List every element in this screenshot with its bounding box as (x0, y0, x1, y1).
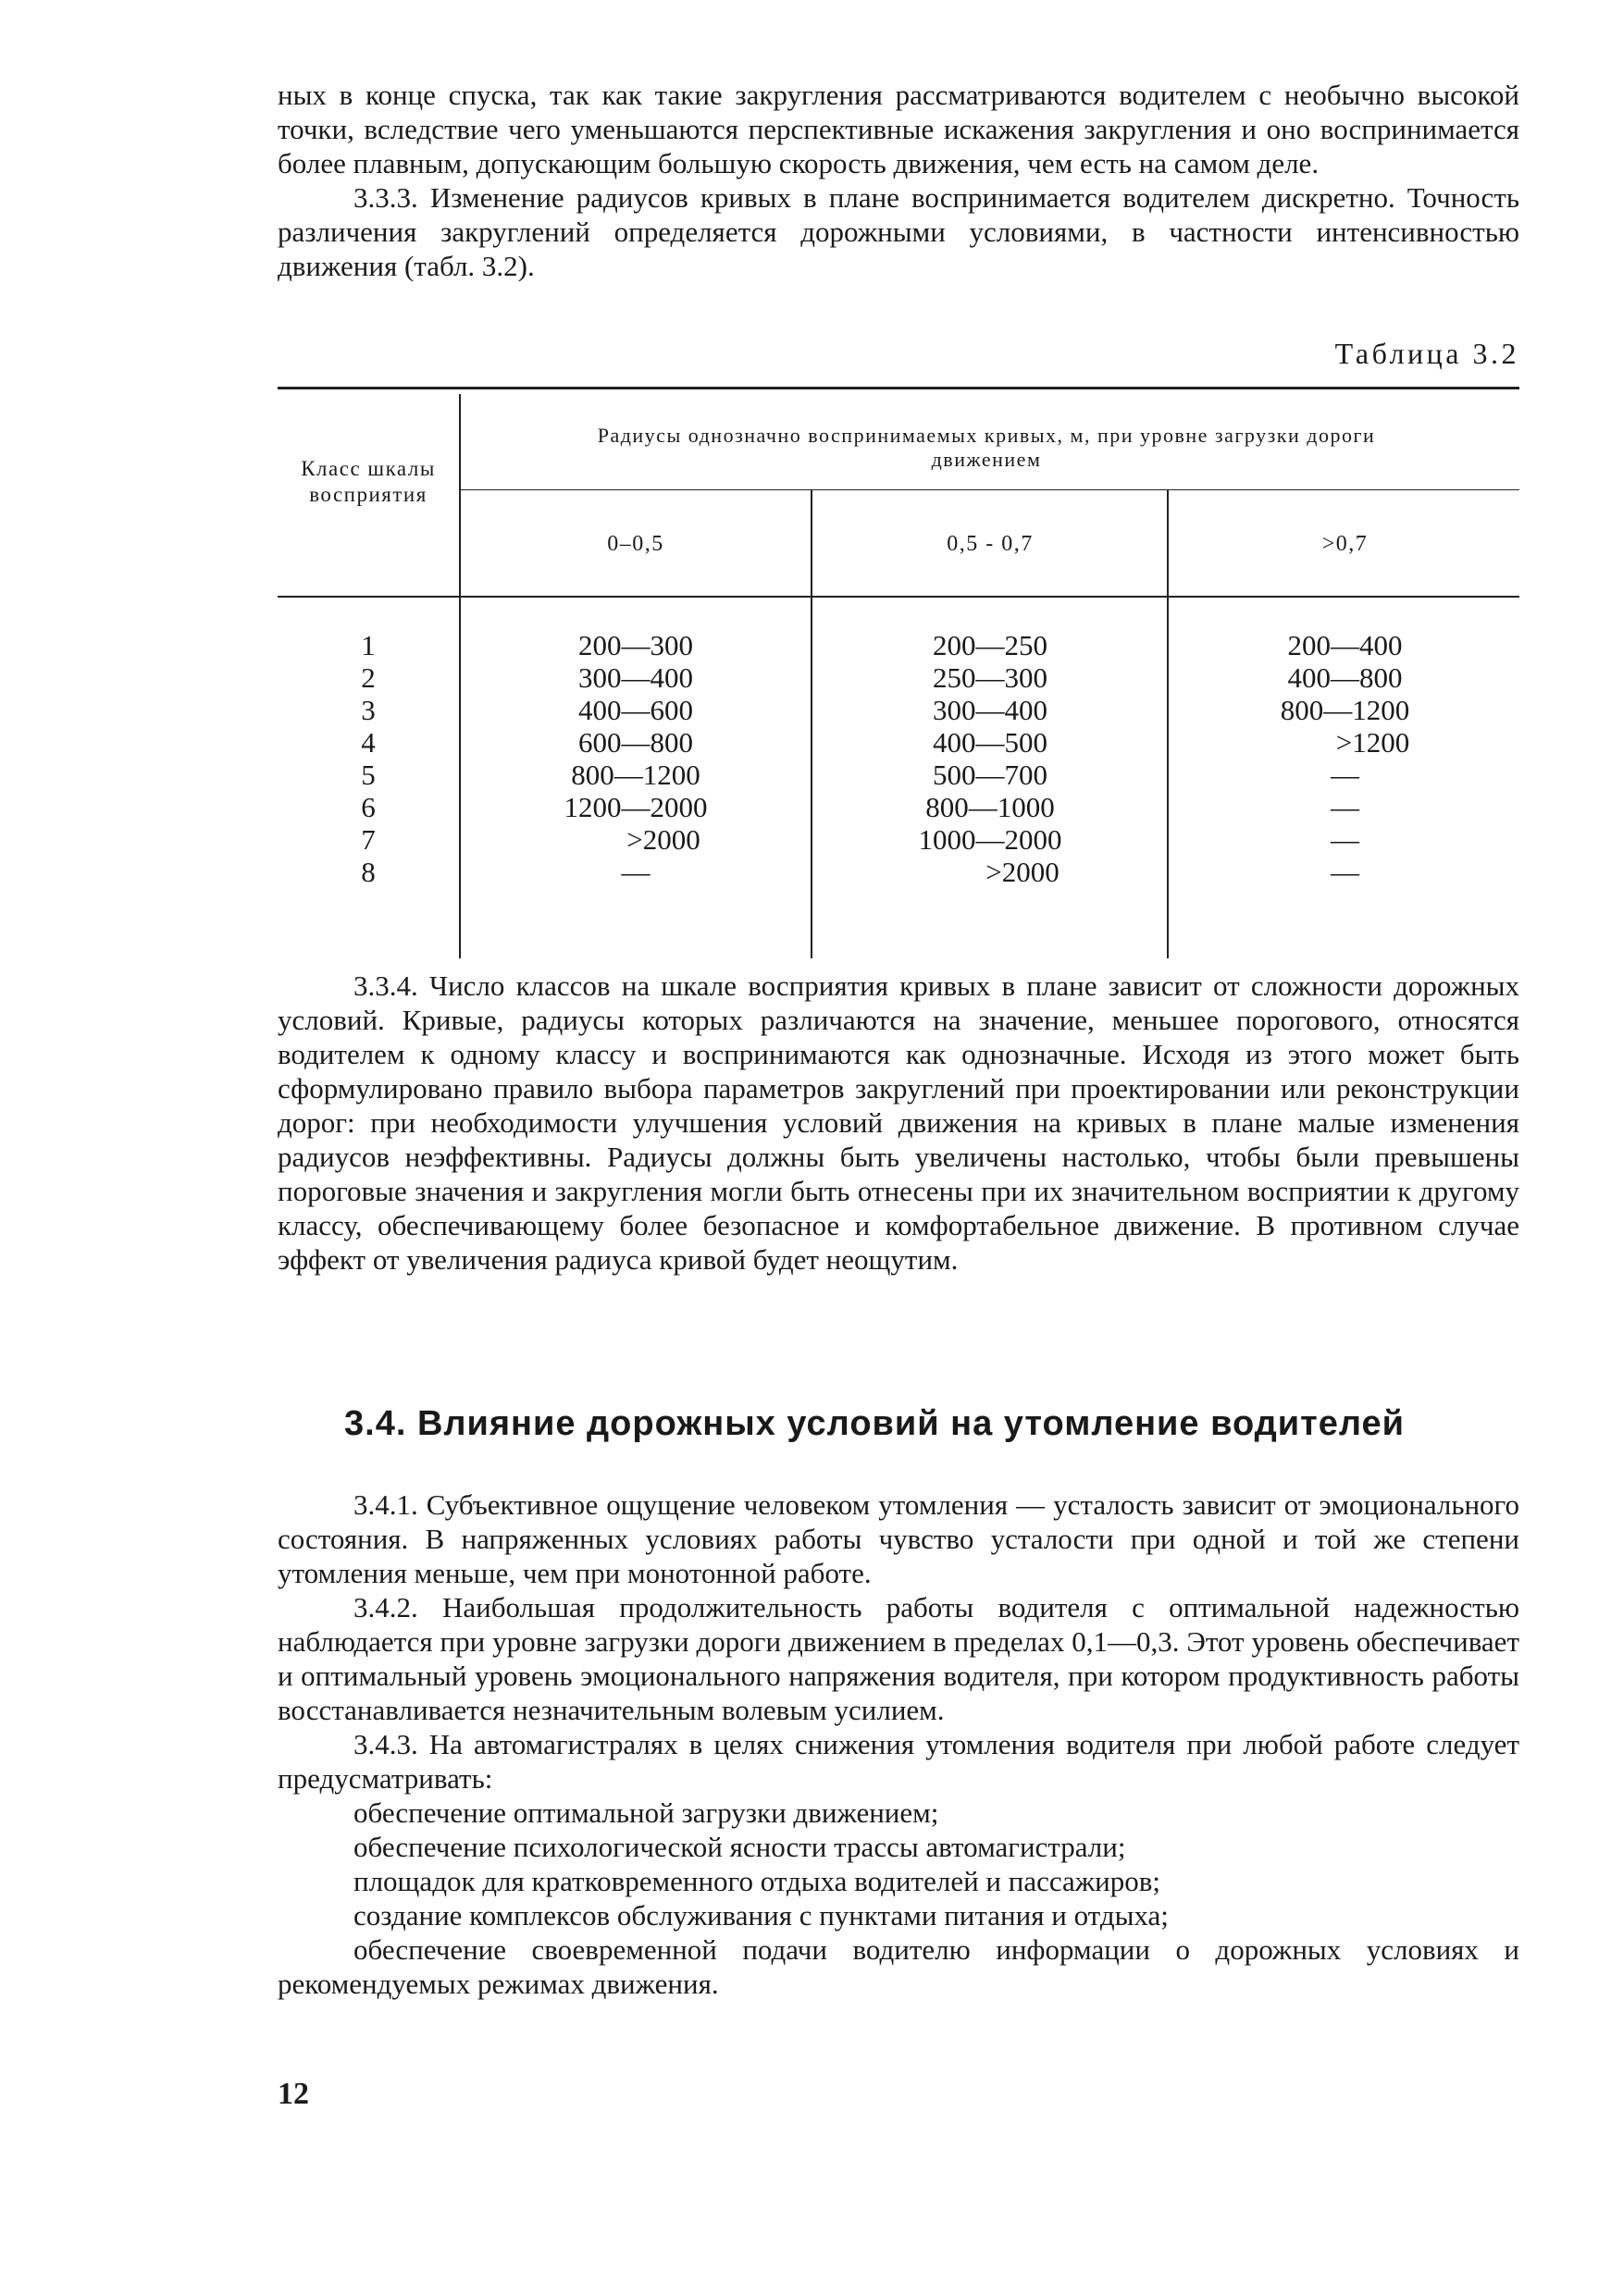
paragraph-3-4-2: 3.4.2. Наибольшая продолжительность работы водителя с оптимальной надежностью наблюдается при уровне загрузки дороги движением в пределах 0,1—0,3. Этот уровень обеспечивает и оптимальный уровень эмоционального напряжения водителя, при котором продуктивность работы восстанавливается незначительным волевым усилием. (278, 1591, 1519, 1726)
table-top-rule (278, 387, 1519, 389)
table-vline-1 (459, 394, 461, 958)
table-vline-3 (1167, 490, 1169, 958)
radius-cell: 600—800 (578, 726, 693, 759)
header-class-scale: Класс шкалы восприятия (301, 457, 436, 506)
header-radii-group: Радиусы однозначно воспринимаемых кривых, м, при уровне загрузки дороги движением (597, 424, 1376, 471)
list-item: обеспечение своевременной подачи водителю информации о дорожных условиях и рекомендуемых режимах движения. (278, 1933, 1519, 2000)
paragraph-continuation: ных в конце спуска, так как такие закругления рассматриваются водителем с необычно высокой точки, вследствие чего уменьшаются перспективные искажения закругления и оно воспринимается более плавным, допускающим большую скорость движения, чем есть на самом деле. (278, 79, 1519, 179)
paragraph-3-4-3: 3.4.3. На автомагистралях в целях снижения утомления водителя при любой работе следует предусматривать: (278, 1728, 1519, 1795)
class-cell: 3 (361, 694, 376, 726)
radius-cell: 500—700 (933, 759, 1047, 791)
radius-cell: >2000 (626, 823, 700, 856)
page-number: 12 (278, 2077, 309, 2111)
table-3-2 (278, 387, 1519, 958)
table-caption: Таблица 3.2 (1334, 337, 1519, 370)
bottom-text-block (278, 1487, 1519, 2001)
radius-cell: 200—300 (578, 629, 693, 661)
paragraph-3-3-3: 3.3.3. Изменение радиусов кривых в плане воспринимается водителем дискретно. Точность различения закруглений определяется дорожными условиями, в частности интенсивностью движения (табл. 3.2). (278, 181, 1519, 282)
paragraph-3-3-4: 3.3.4. Число классов на шкале восприятия кривых в плане зависит от сложности дорожных условий. Кривые, радиусы которых различаются на значение, меньшее порогового, относятся водителем к одному классу и воспринимаются как однозначные. Исходя из этого может быть сформулировано правило выбора параметров закруглений при проектировании или реконструкции дорог: при необходимости улучшения условий движения на кривых в плане малые изменения радиусов неэффективны. Радиусы должны быть увеличены настолько, чтобы были превышены пороговые значения и закругления могли быть отнесены при их значительном восприятии к другому классу, обеспечивающему более безопасное и комфортабельное движение. В противном случае эффект от увеличения радиуса кривой будет неощутим. (278, 969, 1519, 1276)
paragraph-3-4-1: 3.4.1. Субъективное ощущение человеком утомления — усталость зависит от эмоционального состояния. В напряженных условиях работы чувство усталости при одной и той же степени утомления меньше, чем при монотонной работе. (278, 1488, 1519, 1589)
list-item: обеспечение психологической ясности трассы автомагистрали; (353, 1831, 1126, 1863)
radius-cell: 800—1200 (571, 759, 700, 791)
class-cell: 6 (361, 791, 376, 823)
section-heading: 3.4. Влияние дорожных условий на утомление водителей (344, 1404, 1406, 1443)
radius-cell: 200—400 (1287, 629, 1403, 661)
radius-cell: 1000—2000 (918, 823, 1062, 856)
radius-cell: 400—600 (578, 694, 693, 726)
subheader-0-0-5: 0–0,5 (607, 532, 664, 556)
subheader-gt-0-7: >0,7 (1321, 532, 1369, 556)
class-cell: 2 (361, 661, 376, 694)
list-item: создание комплексов обслуживания с пунктами питания и отдыха; (353, 1899, 1169, 1932)
class-cell: 5 (361, 759, 376, 791)
radius-cell: 250—300 (933, 661, 1047, 694)
class-column (278, 629, 459, 888)
radius-column-0-5-0-7 (814, 629, 1166, 888)
radius-cell: — (1331, 823, 1359, 856)
radius-cell: 200—250 (933, 629, 1047, 661)
radius-cell: 400—800 (1287, 661, 1403, 694)
top-text-block (278, 78, 1519, 283)
radius-cell: 800—1200 (1280, 694, 1410, 726)
class-cell: 4 (361, 726, 376, 759)
list-item: обеспечение оптимальной загрузки движением; (353, 1796, 939, 1829)
radius-cell: 400—500 (933, 726, 1047, 759)
radius-cell: — (1331, 759, 1359, 791)
radius-cell: 300—400 (933, 694, 1047, 726)
subheader-0-5-0-7: 0,5 - 0,7 (947, 532, 1034, 556)
class-cell: 7 (361, 823, 376, 856)
list-item: площадок для кратковременного отдыха водителей и пассажиров; (353, 1865, 1161, 1897)
class-cell: 8 (361, 856, 376, 888)
radius-column-gt-0-7 (1171, 629, 1519, 888)
radius-cell: >2000 (985, 856, 1060, 888)
table-header-bottom-rule (278, 596, 1519, 598)
radius-cell: 300—400 (578, 661, 693, 694)
radius-cell: — (621, 856, 651, 888)
mid-text-block (278, 969, 1519, 1277)
radius-cell: 800—1000 (925, 791, 1055, 823)
table-subheader-rule (461, 489, 1519, 490)
table-vline-2 (811, 490, 812, 958)
class-cell: 1 (361, 629, 376, 661)
radius-cell: >1200 (1335, 726, 1410, 759)
radius-column-0-0-5 (463, 629, 809, 888)
radius-cell: 1200—2000 (564, 791, 708, 823)
radius-cell: — (1331, 856, 1359, 888)
radius-cell: — (1331, 791, 1359, 823)
